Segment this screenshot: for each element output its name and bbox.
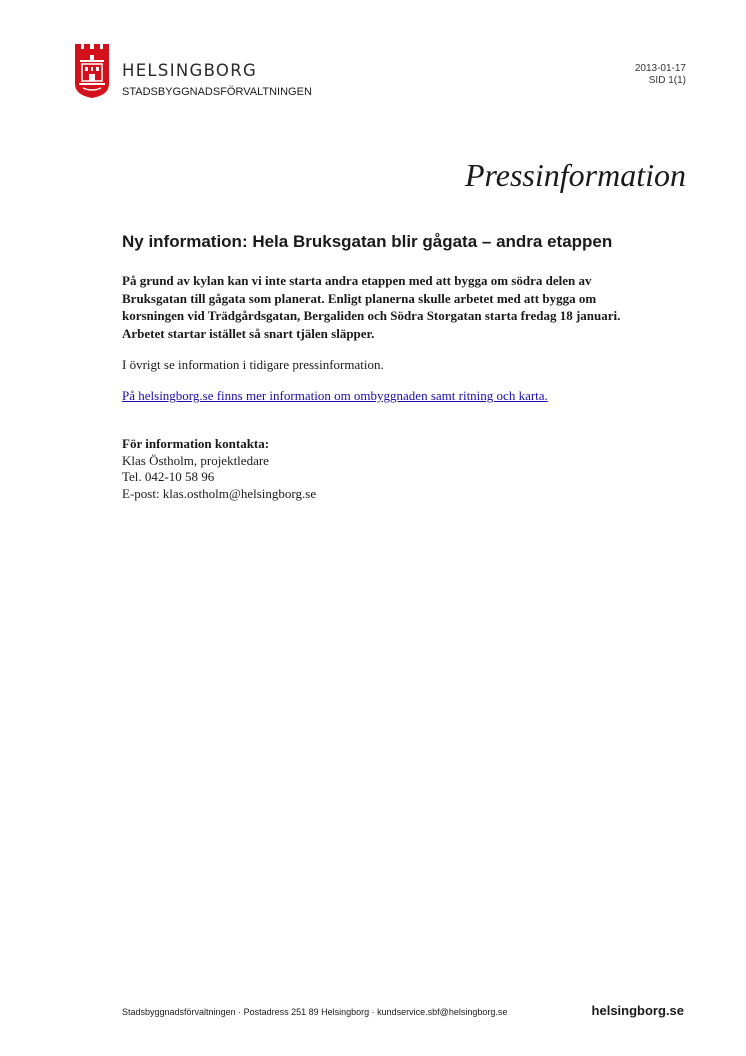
contact-heading: För information kontakta: [122, 436, 270, 451]
department-name: STADSBYGGNADSFÖRVALTNINGEN [122, 86, 312, 98]
footer-address: Stadsbyggnadsförvaltningen · Postadress 251 89 Helsingborg · kundservice.sbf@helsingborg.se [122, 1007, 508, 1017]
document-date: 2013-01-17 [634, 63, 686, 74]
contact-email: E-post: klas.ostholm@helsingborg.se [122, 485, 317, 501]
headline: Ny information: Hela Bruksgatan blir gågata – andra etappen [122, 232, 613, 251]
contact-name: Klas Östholm, projektledare [122, 452, 269, 468]
document-type-title: Pressinformation [464, 157, 686, 193]
footer-website: helsingborg.se [591, 1003, 684, 1018]
lead-paragraph: På grund av kylan kan vi inte starta andra etappen med att bygga om södra delen av Bruksgatan till gågata som planerat. Enligt planerna skulle arbetet med att bygga om korsningen vid Trädgårdsgatan, Bergaliden och Södra Storgatan starta fredag 18 januari. Arbetet startar istället så snart tjälen släpper. [122, 273, 621, 341]
contact-phone: Tel. 042-10 58 96 [122, 469, 215, 484]
page-number: SID 1(1) [648, 75, 686, 86]
more-info-link[interactable]: På helsingborg.se finns mer information om ombyggnaden samt ritning och karta. [122, 388, 548, 403]
body-paragraph: I övrigt se information i tidigare pressinformation. [122, 357, 384, 372]
document-meta [635, 63, 686, 87]
contact-block [122, 436, 316, 502]
helsingborg-coat-of-arms-icon [74, 44, 110, 98]
org-name: HELSINGBORG [122, 61, 258, 80]
